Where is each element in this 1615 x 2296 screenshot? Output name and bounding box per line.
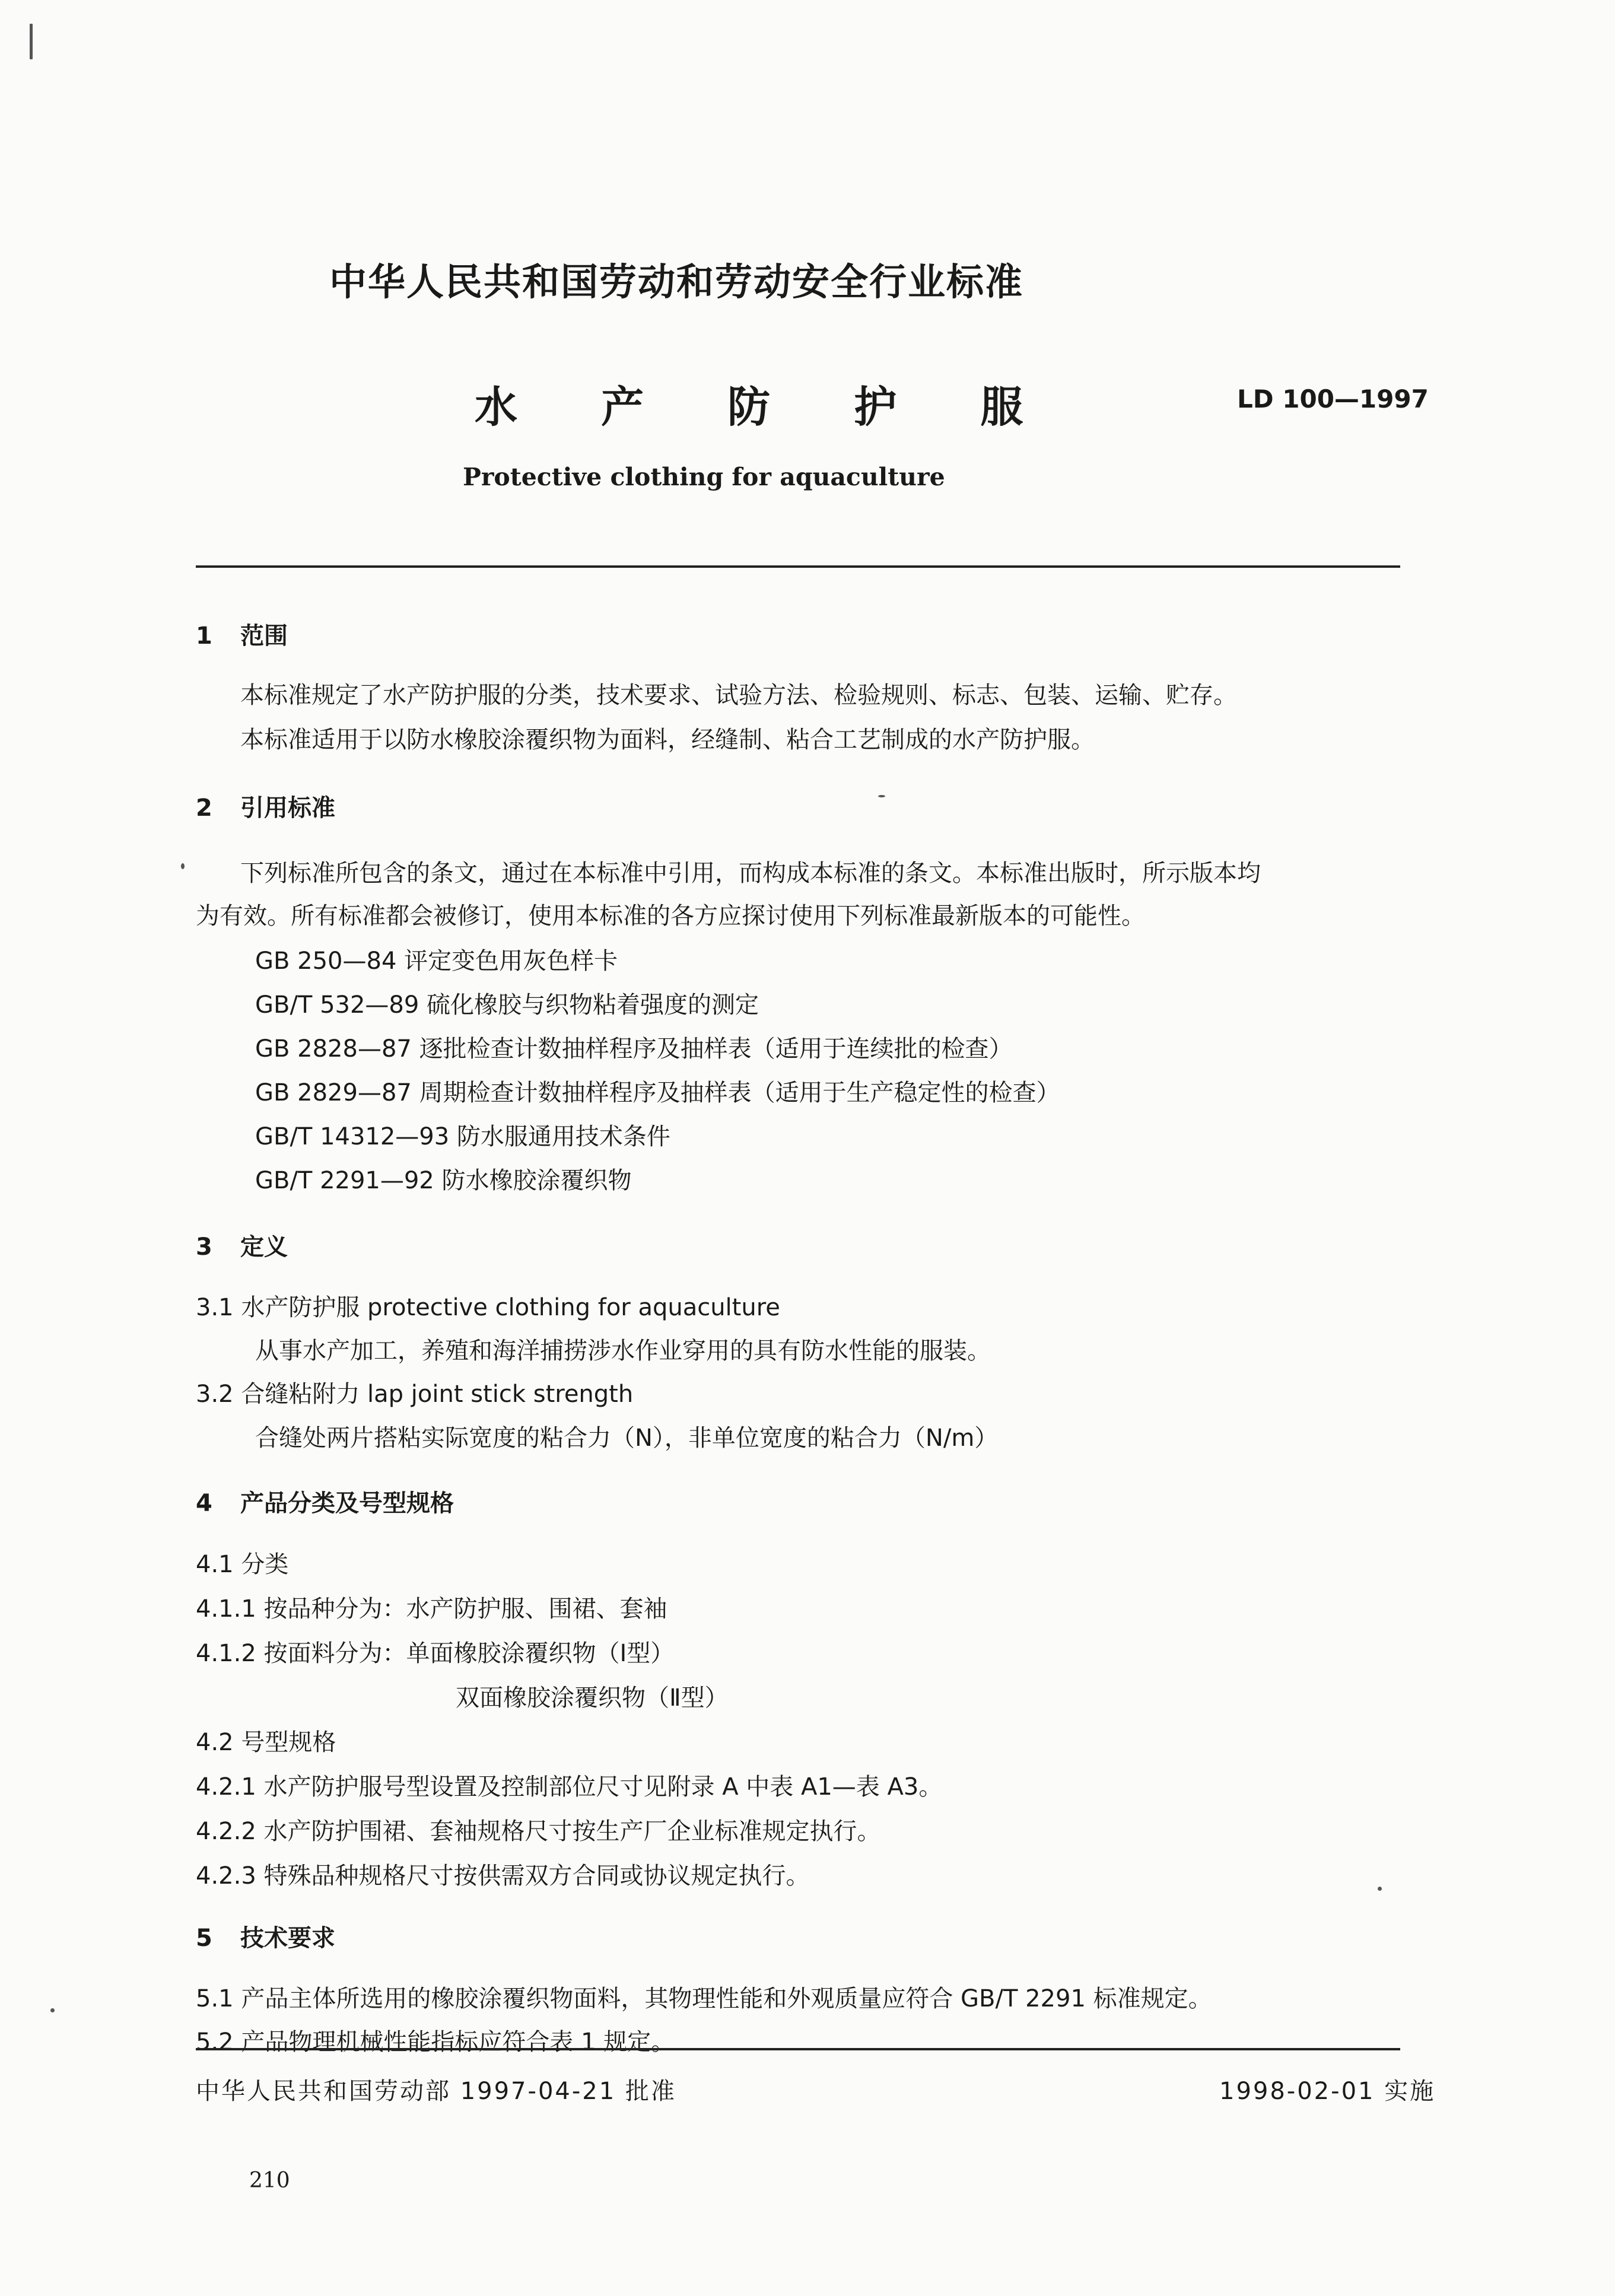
standard-code: LD 100—1997 — [1237, 384, 1429, 414]
section-number: 4 — [196, 1490, 212, 1517]
section-number: 5 — [196, 1925, 212, 1952]
paragraph: 本标准规定了水产防护服的分类，技术要求、试验方法、检验规则、标志、包装、运输、贮存。 — [240, 682, 1237, 709]
clause: 4.2 号型规格 — [196, 1729, 336, 1756]
paragraph: 本标准适用于以防水橡胶涂覆织物为面料，经缝制、粘合工艺制成的水产防护服。 — [240, 726, 1095, 753]
reference-item: GB/T 14312—93 防水服通用技术条件 — [255, 1123, 670, 1150]
section-5-heading — [196, 1919, 335, 1953]
section-2-heading — [196, 789, 335, 823]
section-4-heading — [196, 1484, 454, 1518]
issuing-authority-title: 中华人民共和国劳动和劳动安全行业标准 — [329, 260, 1023, 304]
section-number: 3 — [196, 1233, 212, 1261]
reference-item: GB 250—84 评定变色用灰色样卡 — [255, 947, 618, 975]
definition-term: 3.2 合缝粘附力 lap joint stick strength — [196, 1381, 634, 1408]
document-title: 水 产 防 护 服 — [475, 382, 1058, 432]
reference-item: GB/T 2291—92 防水橡胶涂覆织物 — [255, 1167, 632, 1194]
clause: 5.2 产品物理机械性能指标应符合表 1 规定。 — [196, 2028, 675, 2056]
clause: 4.1.2 按面料分为：单面橡胶涂覆织物（Ⅰ型） — [196, 1640, 675, 1667]
page-number: 210 — [249, 2168, 290, 2193]
section-1-heading — [196, 617, 288, 651]
effective-date-line: 1998-02-01 实施 — [1219, 2078, 1436, 2105]
scan-speck — [878, 795, 885, 797]
scan-speck — [50, 2008, 55, 2012]
clause: 5.1 产品主体所选用的橡胶涂覆织物面料，其物理性能和外观质量应符合 GB/T 2291 标准规定。 — [196, 1985, 1212, 2012]
clause: 4.1 分类 — [196, 1551, 289, 1578]
section-3-heading — [196, 1228, 288, 1262]
section-title: 定义 — [240, 1233, 288, 1261]
scan-speck — [181, 863, 185, 869]
clause: 4.1.1 按品种分为：水产防护服、围裙、套袖 — [196, 1595, 667, 1623]
scan-mark — [30, 24, 33, 59]
paragraph: 下列标准所包含的条文，通过在本标准中引用，而构成本标准的条文。本标准出版时，所示版本均 — [240, 860, 1261, 887]
approval-line: 中华人民共和国劳动部 1997-04-21 批准 — [196, 2078, 676, 2105]
reference-item: GB 2829—87 周期检查计数抽样程序及抽样表（适用于生产稳定性的检查） — [255, 1079, 1060, 1106]
definition-term: 3.1 水产防护服 protective clothing for aquaculture — [196, 1294, 780, 1321]
section-title: 技术要求 — [240, 1925, 335, 1952]
section-title: 范围 — [240, 622, 288, 650]
clause-continuation: 双面橡胶涂覆织物（Ⅱ型） — [456, 1684, 729, 1712]
footer-divider — [196, 2048, 1400, 2050]
document-title-english: Protective clothing for aquaculture — [463, 463, 945, 491]
definition-text: 合缝处两片搭粘实际宽度的粘合力（N），非单位宽度的粘合力（N/m） — [255, 1424, 999, 1452]
clause: 4.2.2 水产防护围裙、套袖规格尺寸按生产厂企业标准规定执行。 — [196, 1818, 881, 1845]
section-number: 1 — [196, 622, 212, 650]
clause: 4.2.3 特殊品种规格尺寸按供需双方合同或协议规定执行。 — [196, 1862, 810, 1890]
section-title: 产品分类及号型规格 — [240, 1490, 454, 1517]
clause: 4.2.1 水产防护服号型设置及控制部位尺寸见附录 A 中表 A1—表 A3。 — [196, 1773, 943, 1801]
reference-item: GB 2828—87 逐批检查计数抽样程序及抽样表（适用于连续批的检查） — [255, 1035, 1013, 1063]
section-number: 2 — [196, 794, 212, 822]
header-divider — [196, 565, 1400, 568]
reference-item: GB/T 532—89 硫化橡胶与织物粘着强度的测定 — [255, 991, 759, 1019]
scan-speck — [1378, 1887, 1382, 1891]
section-title: 引用标准 — [240, 794, 335, 822]
paragraph: 为有效。所有标准都会被修订，使用本标准的各方应探讨使用下列标准最新版本的可能性。 — [196, 902, 1145, 930]
definition-text: 从事水产加工，养殖和海洋捕捞涉水作业穿用的具有防水性能的服装。 — [255, 1337, 991, 1365]
